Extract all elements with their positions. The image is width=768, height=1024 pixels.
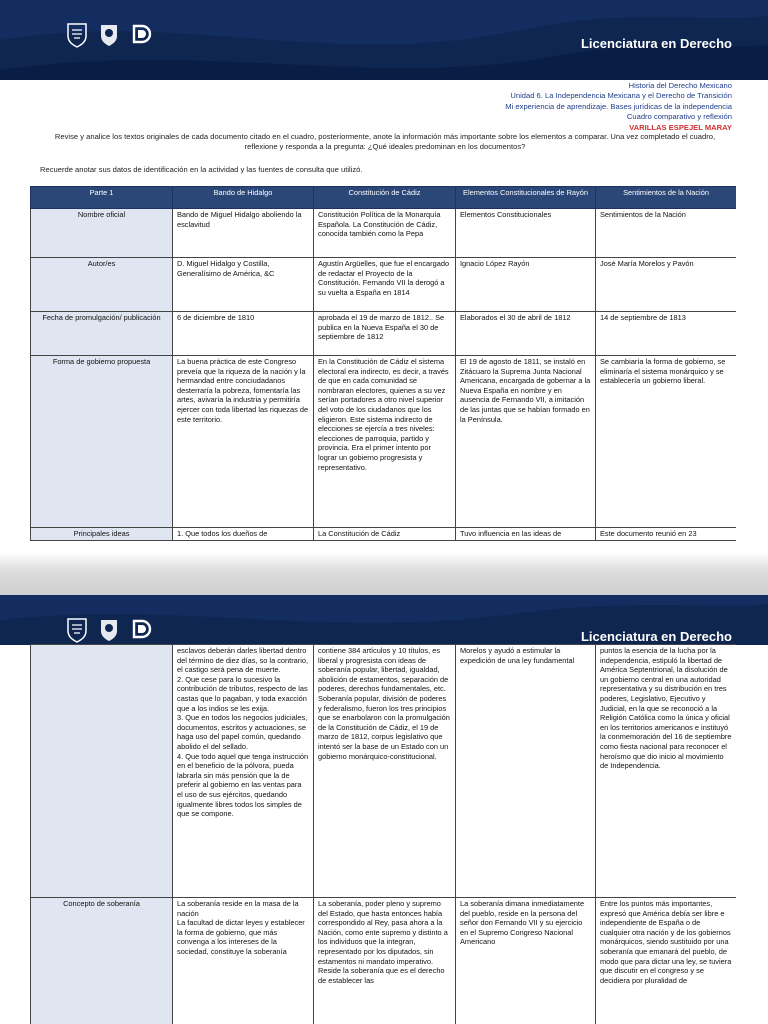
row-label [31, 645, 173, 898]
instructions-text: Revise y analice los textos originales de cada documento citado en el cuadro, posteriormente, anote la información más importante sobre los elementos a comparar. Una vez completado el cuadro, reflexione y responda a la pregunta: ¿Qué ideales predominan en los documentos? [54, 132, 716, 151]
institution-logos [66, 617, 152, 643]
row-label: Principales ideas [31, 528, 173, 541]
table-cell: José María Morelos y Pavón [596, 258, 737, 312]
unit-name: Unidad 6. La Independencia Mexicana y el Derecho de Transición [510, 91, 732, 101]
table-cell: Entre los puntos más importantes, expresó que América debía ser libre e independiente de España o de cualquier otra nación y de los gobiernos monárquicos, siendo sustituido por una soberanía que emanará del pueblo, de modo que para dictar una ley, se tuviera que discutir en el congreso y se decidiera por pluralidad de [596, 898, 737, 1024]
author-name: VARILLAS ESPEJEL MARAY [629, 122, 732, 132]
table-cell: D. Miguel Hidalgo y Costilla, Generalísimo de América, &C [173, 258, 314, 312]
table-cell: El 19 de agosto de 1811, se instaló en Zitácuaro la Suprema Junta Nacional Americana, encargada de gobernar a la Nueva España en nombre y en ausencia de Fernando VII, a imitación de las juntas que se habían formado en la Península. [456, 356, 596, 528]
program-brand [581, 36, 732, 51]
table-cell: Constitución Política de la Monarquía Española. La Constitución de Cádiz, conocida también como la Pepa [314, 209, 456, 258]
row-label: Nombre oficial [31, 209, 173, 258]
table-cell: esclavos deberán darles libertad dentro del término de diez días, so la contrario, el castigo será pena de muerte. 2. Que cese para lo sucesivo la contribución de tributos, respecto de las castas que lo pagaban, y toda exacción que a los indios se les exija. 3. Que en todos los negocios judiciales, documentos, escritos y actuaciones, se haga uso del papel común, quedando abolido el del sellado. 4. Que todo aquel que tenga instrucción en el beneficio de la pólvora, pueda labrarla sin más pensión que la de preferir al gobierno en las ventas para el uso de sus ejércitos, quedando igualmente libres todos los simples de que se compone. [173, 645, 314, 898]
comparison-table [30, 186, 736, 541]
column-header: Elementos Constitucionales de Rayón [456, 187, 596, 209]
brand-prefix: Licenciatura en [580, 36, 680, 51]
table-row [31, 528, 737, 541]
column-header: Constitución de Cádiz [314, 187, 456, 209]
table-header-row [31, 187, 737, 209]
table-cell: 6 de diciembre de 1810 [173, 312, 314, 356]
table-cell: La Constitución de Cádiz [314, 528, 456, 541]
row-label: Concepto de soberanía [31, 898, 173, 1024]
table-row [31, 209, 737, 258]
table-cell: Morelos y ayudó a estimular la expedición de una ley fundamental [456, 645, 596, 898]
table-cell: En la Constitución de Cádiz el sistema electoral era indirecto, es decir, a través de que en cada comunidad se nombraran electores, quienes a su vez serían portadores a otro nivel superior del voto de los ciudadanos que los eligieron. Este sistema indirecto de elecciones se ejercía a tres niveles: elecciones de parroquia, partido y provincia. Era el primer intento por lograr un gobierno progresista y representativo. [314, 356, 456, 528]
table-cell: Elaborados el 30 de abril de 1812 [456, 312, 596, 356]
table-cell: Tuvo influencia en las ideas de [456, 528, 596, 541]
institution-logos [66, 22, 152, 48]
table-cell: contiene 384 artículos y 10 títulos, es liberal y progresista con ideas de soberanía popular, libertad, igualdad, abolición de estamentos, separación de poderes, derechos fundamentales, etc. Soberanía popular, división de poderes y federalismo, fueron los tres principios que se enarbolaron con la promulgación de la Constitución de Cádiz, el 19 de marzo de 1812, corpus legislativo que intentó ser la base de un Estado con un gobierno monárquico-constitucional. [314, 645, 456, 898]
comparison-table-continued [30, 644, 736, 1024]
table-row [31, 356, 737, 528]
table-cell: Elementos Constitucionales [456, 209, 596, 258]
header-banner-page-2 [0, 595, 768, 645]
table-row [31, 645, 737, 898]
column-header: Bando de Hidalgo [173, 187, 314, 209]
sua-logo-icon [130, 22, 152, 48]
unam-logo-icon [66, 22, 88, 48]
table-cell: Ignacio López Rayón [456, 258, 596, 312]
table-cell: Se cambiaría la forma de gobierno, se eliminaría el sistema monárquico y se establecería un gobierno liberal. [596, 356, 737, 528]
row-label: Autor/es [31, 258, 173, 312]
column-header: Parte 1 [31, 187, 173, 209]
table-cell: Bando de Miguel Hidalgo aboliendo la esclavitud [173, 209, 314, 258]
table-cell: puntos la esencia de la lucha por la independencia, estipuló la libertad de América Septentrional, la disolución de un gobierno central en una autoridad representativa y su distribución en tres poderes, Legislativo, Ejecutivo y Judicial, en la que se reconoció a la Religión Católica como la única y oficial en los territorios americanos e instituyó la conmemoración del 16 de septiembre como fiesta nacional para reconocer el heroísmo que dio inicio al movimiento de Independencia. [596, 645, 737, 898]
table-cell: 14 de septiembre de 1813 [596, 312, 737, 356]
row-label: Fecha de promulgación/ publicación [31, 312, 173, 356]
brand-highlight: Derecho [679, 629, 732, 644]
unam-logo-icon [66, 617, 88, 643]
table-row [31, 898, 737, 1024]
header-banner [0, 0, 768, 80]
program-brand [581, 629, 732, 644]
comparison-table-page-1 [30, 186, 736, 542]
table-row [31, 258, 737, 312]
reminder-text: Recuerde anotar sus datos de identificación en la actividad y las fuentes de consulta que utilizó. [40, 165, 363, 174]
table-cell: La soberanía dimana inmediatamente del pueblo, reside en la persona del señor don Fernando VII y su ejercicio en el Supremo Congreso Nacional Americano [456, 898, 596, 1024]
brand-highlight: Derecho [679, 36, 732, 51]
sua-logo-icon [130, 617, 152, 643]
table-row [31, 312, 737, 356]
faculty-shield-icon [98, 617, 120, 643]
row-label: Forma de gobierno propuesta [31, 356, 173, 528]
table-cell: 1. Que todos los dueños de [173, 528, 314, 541]
comparison-table-page-2 [30, 644, 736, 1024]
brand-prefix: Licenciatura en [580, 629, 680, 644]
document-header [505, 81, 732, 133]
table-cell: La soberanía, poder pleno y supremo del Estado, que hasta entonces había correspondido al Rey, pasa ahora a la Nación, como ente supremo y distinto a los individuos que la integran, representado por los diputados, sin estamentos ni mandato imperativo. Reside la soberanía que es el derecho de establecer las [314, 898, 456, 1024]
activity-type: Cuadro comparativo y reflexión [626, 112, 732, 122]
table-cell: La soberanía reside en la masa de la nación La facultad de dictar leyes y establecer la forma de gobierno, que más convenga a los intereses de la sociedad, constituye la soberanía [173, 898, 314, 1024]
column-header: Sentimientos de la Nación [596, 187, 737, 209]
table-cell: aprobada el 19 de marzo de 1812.. Se publica en la Nueva España el 30 de septiembre de 1812 [314, 312, 456, 356]
course-name: Historia del Derecho Mexicano [628, 81, 732, 90]
faculty-shield-icon [98, 22, 120, 48]
table-cell: Este documento reunió en 23 [596, 528, 737, 541]
table-cell: Agustín Argüelles, que fue el encargado de redactar el Proyecto de la Constitución. Fernando VII la derogó a su vuelta a España en 1814 [314, 258, 456, 312]
table-cell: La buena práctica de este Congreso preveía que la riqueza de la nación y la hermandad entre conciudadanos desterraría la pobreza, fomentaría las artes, avivaría la industria y permitiría ejercer con toda libertad las riquezas de este territorio. [173, 356, 314, 528]
activity-name: Mi experiencia de aprendizaje. Bases jurídicas de la independencia [505, 101, 732, 111]
page-separator [0, 552, 768, 595]
table-cell: Sentimientos de la Nación [596, 209, 737, 258]
